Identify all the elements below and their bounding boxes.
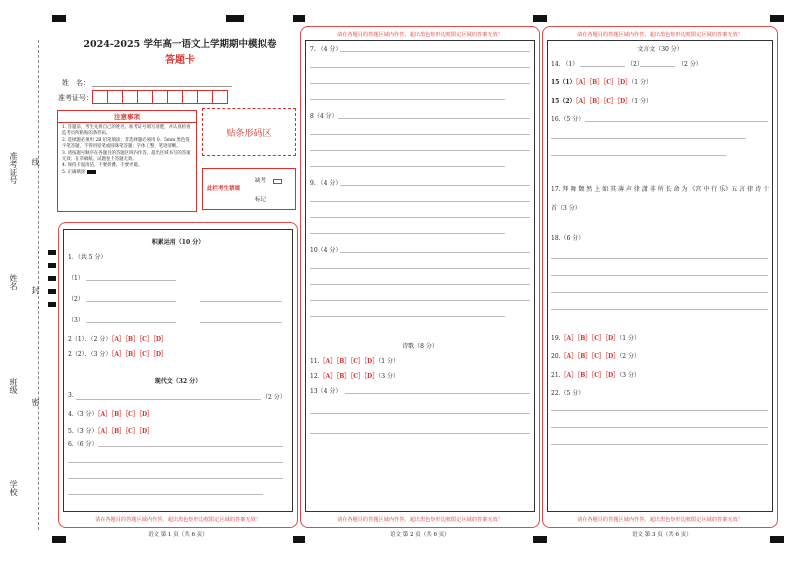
answer-line[interactable] xyxy=(86,280,176,281)
page-subtitle: 答题卡 xyxy=(165,55,195,66)
answer-line[interactable] xyxy=(551,444,768,445)
answer-line[interactable] xyxy=(200,322,282,323)
answer-line[interactable] xyxy=(310,413,530,414)
section-title-accumulation: 积累运用（10 分） xyxy=(151,239,205,246)
answer-line[interactable] xyxy=(551,427,768,428)
timing-mark xyxy=(48,302,56,307)
q19-score: （1 分） xyxy=(619,335,640,342)
binding-dashed-line xyxy=(38,40,39,530)
mark-text: 标记 xyxy=(255,197,267,203)
q4-label: 4.（3 分） xyxy=(68,411,98,418)
q11-label: 11. xyxy=(310,358,320,365)
answer-line[interactable] xyxy=(68,462,283,463)
note-item: 1. 答题前，考生先将自己的姓名，准考证号填写清楚，并认真检查监考员所粘贴的条形码。 xyxy=(62,125,191,137)
notes-title: 注意事项 xyxy=(58,111,196,123)
q2-1-label: 2（1）．（2 分） xyxy=(68,336,112,343)
answer-line[interactable] xyxy=(310,99,505,100)
name-label: 姓 名： xyxy=(62,79,90,87)
barcode-label: 贴条形码区 xyxy=(226,128,272,139)
timing-mark xyxy=(293,536,305,543)
q15-2-row xyxy=(551,96,652,105)
q12-label: 12. xyxy=(310,373,320,380)
page-title: 2024-2025 学年高一语文上学期期中模拟卷 xyxy=(83,39,277,50)
q11-score: （1 分） xyxy=(378,358,399,365)
q19-label: 19. xyxy=(551,335,561,342)
answer-line[interactable] xyxy=(551,309,768,310)
sidebar-seal-1: 线 xyxy=(31,158,40,166)
q3-score: （2 分） xyxy=(262,394,286,401)
q2-2-label: 2（2）．（3 分） xyxy=(68,351,112,358)
q5-row xyxy=(68,426,153,435)
answer-line[interactable] xyxy=(98,446,283,447)
q10-label: 10（4 分） xyxy=(310,247,342,254)
answer-line[interactable] xyxy=(310,83,530,84)
q4-row xyxy=(68,409,153,418)
id-label: 准考证号： xyxy=(58,94,93,102)
q20-label: 20. xyxy=(551,353,561,360)
answer-line[interactable] xyxy=(310,233,505,234)
section-title-classical-chinese: 文言文（30 分） xyxy=(637,46,683,53)
q15-2-label: 15（2） xyxy=(551,98,576,105)
sidebar-seal-2: 封 xyxy=(31,286,40,294)
q18-label: 18.（6 分） xyxy=(551,235,585,242)
page2-warning-top: 请在各题目的答题区域内作答，超出黑色矩形边框限定区域的答案无效！ xyxy=(336,32,503,38)
timing-mark xyxy=(770,15,784,22)
timing-mark xyxy=(52,15,66,22)
q3-label: 3. xyxy=(68,392,74,399)
absent-label: 此栏考生禁填 xyxy=(207,186,241,192)
answer-line[interactable] xyxy=(345,393,530,394)
answer-line[interactable] xyxy=(640,66,675,67)
timing-mark xyxy=(48,263,56,268)
choice-options[interactable]: ［A］［B］［C］［D］ xyxy=(575,79,632,86)
q15-2-score: （1 分） xyxy=(631,98,652,105)
q20-row xyxy=(551,351,640,360)
q22-label: 22.（5 分） xyxy=(551,390,585,397)
q2-2-row xyxy=(68,349,167,358)
q15-1-label: 15（1） xyxy=(551,79,576,86)
choice-options[interactable]: ［A］［B］［C］［D］ xyxy=(575,98,632,105)
answer-line[interactable] xyxy=(310,166,505,167)
q12-row xyxy=(310,371,399,380)
timing-mark xyxy=(770,536,784,543)
answer-line[interactable] xyxy=(551,258,768,259)
q14-2-label: （2） xyxy=(627,61,643,68)
absent-checkbox[interactable] xyxy=(273,179,282,184)
choice-options[interactable]: ［A］［B］［C］［D］ xyxy=(560,335,620,342)
filled-example-icon xyxy=(87,170,96,174)
note-item: 4. 保持卡面清洁，不要折叠、不要弄破。 xyxy=(62,163,143,169)
choice-options[interactable]: ［A］［B］［C］［D］ xyxy=(111,351,168,358)
timing-mark xyxy=(226,15,244,22)
answer-line[interactable] xyxy=(551,155,726,156)
choice-options[interactable]: ［A］［B］［C］［D］ xyxy=(97,411,154,418)
q6-label: 6.（6 分） xyxy=(68,441,98,448)
q21-row xyxy=(551,370,640,379)
answer-line[interactable] xyxy=(551,275,768,276)
timing-mark xyxy=(533,536,547,543)
answer-line[interactable] xyxy=(585,121,768,122)
answer-line[interactable] xyxy=(580,66,625,67)
q15-1-score: （1 分） xyxy=(631,79,652,86)
choice-options[interactable]: ［A］［B］［C］［D］ xyxy=(97,428,154,435)
q1-label: 1．（共 5 分） xyxy=(68,254,107,261)
choice-options[interactable]: ［A］［B］［C］［D］ xyxy=(319,373,379,380)
absent-text: 缺考 xyxy=(255,178,267,184)
page1-answer-frame xyxy=(63,229,293,512)
q9-label: 9. （4 分） xyxy=(310,180,342,187)
timing-mark xyxy=(293,15,305,22)
answer-line[interactable] xyxy=(551,138,746,139)
answer-line[interactable] xyxy=(310,300,530,301)
timing-mark xyxy=(52,536,66,543)
page2-answer-frame xyxy=(305,40,535,512)
answer-line[interactable] xyxy=(68,478,283,479)
notes-box xyxy=(57,110,197,212)
sidebar-name-label: 姓名 xyxy=(9,274,18,290)
answer-line[interactable] xyxy=(76,399,261,400)
q15-1-row xyxy=(551,77,652,86)
q17-label: 17. 拜 舞 颓 然 上 如 其 薄 声 律 潇 非 所 长 命 为 《宫 中 行 乐》五 言 律 诗 十 首（3 分） xyxy=(551,186,769,212)
page1-footer: 语文 第 1 页（共 6 页） xyxy=(148,532,208,538)
page1-warning: 请在各题目的答题区域内作答，超出黑色矩形边框限定区域的答案无效！ xyxy=(94,517,261,523)
section-title-poetry: 诗歌（8 分） xyxy=(402,343,438,350)
q13-label: 13（4 分） xyxy=(310,388,342,395)
q1-3-label: （3） xyxy=(68,317,84,324)
timing-mark xyxy=(48,250,56,255)
choice-options[interactable]: ［A］［B］［C］［D］ xyxy=(111,336,168,343)
answer-line[interactable] xyxy=(86,301,176,302)
page2-footer: 语文 第 2 页（共 6 页） xyxy=(390,532,450,538)
page3-footer: 语文 第 3 页（共 6 页） xyxy=(632,532,692,538)
q16-label: 16.（5 分） xyxy=(551,116,585,123)
answer-line[interactable] xyxy=(310,201,530,202)
section-title-modern-text: 现代文（32 分） xyxy=(154,378,202,385)
answer-line[interactable] xyxy=(551,292,768,293)
page2-warning-bottom: 请在各题目的答题区域内作答，超出黑色矩形边框限定区域的答案无效！ xyxy=(336,517,503,523)
q19-row xyxy=(551,333,640,342)
answer-line[interactable] xyxy=(310,284,530,285)
answer-line[interactable] xyxy=(86,322,176,323)
answer-line[interactable] xyxy=(310,433,530,434)
note-item: 2. 选择题必须用 2B 铅笔填涂；非选择题必须用 0．5mm 黑色签字笔答题，不得用铅笔或圆珠笔答题；字体工整、笔迹清晰。 xyxy=(62,137,190,150)
timing-mark xyxy=(533,15,547,22)
sidebar-id-label: 准考证号 xyxy=(9,152,18,184)
q1-2-label: （2） xyxy=(68,296,84,303)
note-item: 3. 请按题号顺序在各题目的答题区域内作答，超出区域书写的答案无效；在草稿纸、试题卷上答题无效。 xyxy=(62,150,191,163)
page3-warning-bottom: 请在各题目的答题区域内作答，超出黑色矩形边框限定区域的答案无效！ xyxy=(576,517,743,523)
q14-score: （2 分） xyxy=(678,61,702,68)
q5-label: 5.（3 分） xyxy=(68,428,98,435)
q8-label: 8（4 分） xyxy=(310,113,338,120)
q7-label: 7. （4 分） xyxy=(310,46,342,53)
absent-box xyxy=(202,168,296,210)
page3-warning-top: 请在各题目的答题区域内作答，超出黑色矩形边框限定区域的答案无效！ xyxy=(576,32,743,38)
q11-row xyxy=(310,356,399,365)
id-boxes[interactable] xyxy=(92,90,227,104)
timing-mark xyxy=(48,276,56,281)
barcode-area xyxy=(202,108,296,156)
q1-1-label: （1） xyxy=(68,275,84,282)
answer-line[interactable] xyxy=(338,118,530,119)
answer-line[interactable] xyxy=(68,494,263,495)
answer-line[interactable] xyxy=(310,268,530,269)
sidebar-seal-3: 密 xyxy=(31,398,40,406)
answer-line[interactable] xyxy=(551,410,768,411)
answer-line[interactable] xyxy=(310,67,530,68)
answer-line[interactable] xyxy=(340,51,530,52)
page3-answer-frame xyxy=(547,40,773,512)
answer-line[interactable] xyxy=(310,134,530,135)
choice-options[interactable]: ［A］［B］［C］［D］ xyxy=(319,358,379,365)
timing-mark xyxy=(48,289,56,294)
choice-options[interactable]: ［A］［B］［C］［D］ xyxy=(560,372,620,379)
q21-score: （3 分） xyxy=(619,372,640,379)
q21-label: 21. xyxy=(551,372,561,379)
q12-score: （3 分） xyxy=(378,373,399,380)
answer-line[interactable] xyxy=(310,150,530,151)
choice-options[interactable]: ［A］［B］［C］［D］ xyxy=(560,353,620,360)
note-example-label: 5. 正确填涂 xyxy=(62,169,86,175)
answer-line[interactable] xyxy=(310,316,505,317)
name-field[interactable] xyxy=(92,86,232,87)
answer-line[interactable] xyxy=(340,185,530,186)
answer-line[interactable] xyxy=(310,217,530,218)
q14-label: 14. （1） xyxy=(551,61,579,68)
answer-line[interactable] xyxy=(200,301,282,302)
answer-line[interactable] xyxy=(340,252,530,253)
sidebar-school-label: 学校 xyxy=(9,480,18,496)
q20-score: （2 分） xyxy=(619,353,640,360)
q2-1-row xyxy=(68,334,167,343)
sidebar-class-label: 班级 xyxy=(9,378,18,394)
